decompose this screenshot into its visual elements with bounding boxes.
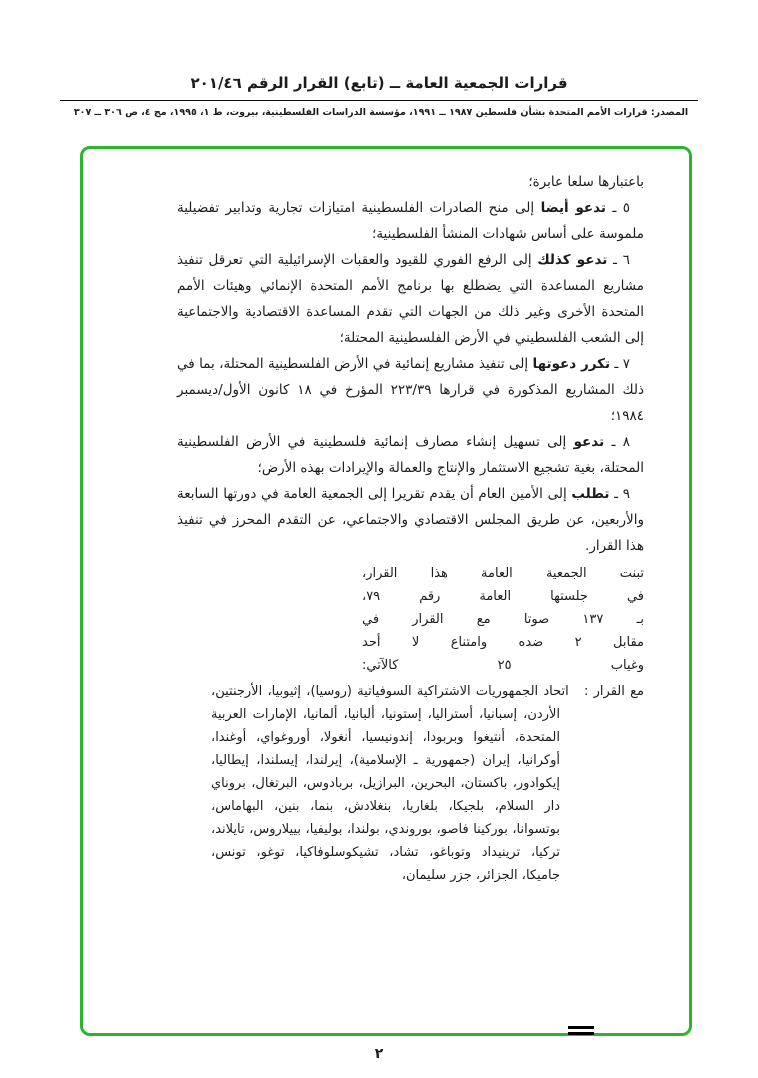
title-divider xyxy=(60,100,698,101)
paragraph-number: ٧ ـ xyxy=(614,356,630,372)
paragraph-8 xyxy=(177,429,644,481)
scan-mark xyxy=(568,1026,594,1035)
adoption-line: في جلستها العامة رقم ٧٩، xyxy=(362,589,644,604)
paragraph-text: إلى الرفع الفوري للقيود والعقبات الإسرائيلية التي تعرقل تنفيذ مشاريع المساعدة التي يضطلع بها برنامج الأمم المتحدة الإنمائي وهيئات الأمم المتحدة الأخرى وغير ذلك من الجهات التي تقدم المساعدة الاقتصادية والاجتماعية إلى الشعب الفلسطيني في الأرض الفلسطينية المحتلة؛ xyxy=(177,252,644,346)
source-citation: المصدر: قرارات الأمم المتحدة بشأن فلسطين ١٩٨٧ ــ ١٩٩١، مؤسسة الدراسات الفلسطينية، بيروت، ط ١، ١٩٩٥، مج ٤، ص ٣٠٦ ــ ٣٠٧ xyxy=(73,107,689,118)
adoption-line: تبنت الجمعية العامة هذا القرار، xyxy=(362,566,644,581)
paragraph-6 xyxy=(177,247,644,351)
paragraph-lead: تكرر دعوتها xyxy=(532,356,611,372)
page-number: ٢ xyxy=(374,1046,384,1062)
paragraph-text: إلى منح الصادرات الفلسطينية امتيازات تجارية وتدابير تفضيلية ملموسة على أساس شهادات المنشأ الفلسطينية؛ xyxy=(177,200,644,242)
paragraph-lead: تدعو كذلك xyxy=(537,252,608,268)
paragraph-9 xyxy=(177,481,644,559)
paragraph-7 xyxy=(177,351,644,429)
vote-record xyxy=(211,680,644,887)
paragraph-text: إلى الأمين العام أن يقدم تقريرا إلى الجمعية العامة في دورتها السابعة والأربعين، عن طريق المجلس الاقتصادي والاجتماعي، عن التقدم المحرز في تنفيذ هذا القرار. xyxy=(177,486,644,554)
paragraph-text: إلى تنفيذ مشاريع إنمائية في الأرض الفلسطينية المحتلة، بما في ذلك المشاريع المذكورة في قرارها ٢٢٣/٣٩ المؤرخ في ١٨ كانون الأول/ديسمبر ١٩٨٤؛ xyxy=(177,356,645,424)
paragraph-number: ٦ ـ xyxy=(613,252,630,268)
paragraph-number: ٨ ـ xyxy=(611,434,631,450)
vote-countries: اتحاد الجمهوريات الاشتراكية السوفياتية (روسيا)، إثيوبيا، الأرجنتين، الأردن، إسبانيا، أستراليا، إستونيا، ألبانيا، ألمانيا، الإمارات العربية المتحدة، أنتيغوا وبربودا، إندونيسيا، أنغولا، أوروغواي، أوغندا، أوكرانيا، إيران (جمهورية ـ الإسلامية)، إيرلندا، إيسلندا، إيطاليا، إيكوادور، باكستان، البحرين، البرازيل، بربادوس، البرتغال، بروناي دار السلام، بلجيكا، بلغاريا، بنغلادش، بنما، بنين، البهاماس، بوتسوانا، بوركينا فاصو، بوروندي، بولندا، بوليفيا، بييلاروس، تايلاند، تركيا، ترينيداد وتوباغو، تشاد، تشيكوسلوفاكيا، توغو، تونس، جاميكا، الجزائر، جزر سليمان، xyxy=(211,684,569,883)
adoption-line: مقابل ٢ ضده وامتناع لا أحد xyxy=(362,635,644,650)
adoption-line: وغياب ٢٥ كالآتي: xyxy=(362,658,644,673)
adoption-block xyxy=(362,562,644,677)
paragraph-5 xyxy=(177,195,644,247)
content-box xyxy=(80,146,692,1036)
adoption-line: بـ ١٣٧ صوتا مع القرار في xyxy=(362,612,644,627)
paragraph-lead: تدعو xyxy=(573,434,605,450)
document-title: قرارات الجمعية العامة ــ (تابع) القرار الرقم ٢٠١/٤٦ xyxy=(190,74,568,92)
paragraph-lead: تطلب xyxy=(571,486,610,502)
vote-label: مع القرار : xyxy=(584,684,644,699)
paragraph-number: ٥ ـ xyxy=(612,200,631,216)
paragraph-number: ٩ ـ xyxy=(614,486,630,502)
paragraph-text: إلى تسهيل إنشاء مصارف إنمائية فلسطينية في الأرض الفلسطينية المحتلة، بغية تشجيع الاستثمار والإنتاج والعمالة والإيرادات بهذه الأرض؛ xyxy=(177,434,644,476)
resolution-text xyxy=(83,149,689,1033)
paragraph-lead: تدعو أيضا xyxy=(540,200,606,216)
intro-line: باعتبارها سلعا عابرة؛ xyxy=(528,174,644,190)
